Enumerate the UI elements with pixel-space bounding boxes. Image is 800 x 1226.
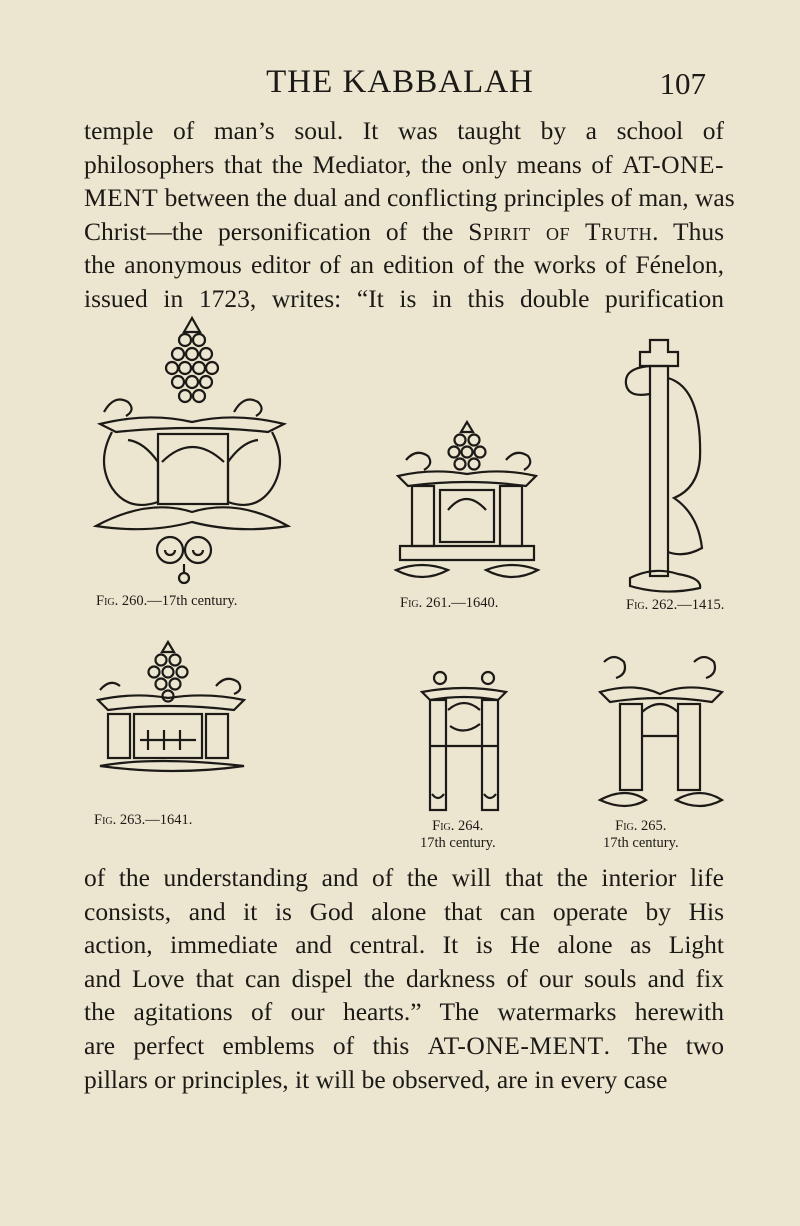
text-line: pillars or principles, it will be observed, are in every case <box>84 1064 668 1094</box>
page-number: 107 <box>659 66 706 101</box>
watermark-figure-264 <box>418 666 510 814</box>
caption-fig-261: Fig. 261.—1640. <box>400 595 499 611</box>
watermark-figure-261 <box>392 420 542 585</box>
paragraph-bottom <box>84 861 724 1096</box>
text-line: issued in 1723, writes: “It is in this double purification <box>84 283 724 313</box>
caption-fig-262: Fig. 262.—1415. <box>626 597 725 613</box>
watermark-figure-265 <box>596 652 726 812</box>
text-line: the anonymous editor of an edition of the works of Fénelon, <box>84 250 724 280</box>
text-line: philosophers that the Mediator, the only means of AT-ONE- <box>84 149 724 179</box>
text-line: of the understanding and of the will that the interior life <box>84 863 724 892</box>
caption-fig-263: Fig. 263.—1641. <box>94 812 193 828</box>
text-line: MENT between the dual and conflicting principles of man, was <box>84 183 735 213</box>
caption-fig-260: Fig. 260.—17th century. <box>96 593 238 609</box>
text-line: are perfect emblems of this AT-ONE-MENT. The two <box>84 1030 724 1060</box>
watermark-figure-260 <box>88 312 298 587</box>
text-line: action, immediate and central. It is He alone as Light <box>84 930 724 960</box>
text-line: Christ—the personification of the Spirit of Truth. Thus <box>84 216 724 246</box>
text-line: temple of man’s soul. It was taught by a school of <box>84 116 724 145</box>
running-title: THE KABBALAH <box>266 64 534 100</box>
paragraph-top <box>84 114 735 316</box>
watermark-figure-262 <box>614 338 714 593</box>
caption-fig-264: Fig. 264. 17th century. <box>420 818 496 851</box>
text-line: and Love that can dispel the darkness of our souls and fix <box>84 963 724 993</box>
caption-fig-265: Fig. 265. 17th century. <box>603 818 679 851</box>
text-line: consists, and it is God alone that can operate by His <box>84 896 724 926</box>
text-line: the agitations of our hearts.” The watermarks herewith <box>84 997 724 1027</box>
watermark-figure-263 <box>94 640 254 778</box>
running-head <box>0 64 800 104</box>
